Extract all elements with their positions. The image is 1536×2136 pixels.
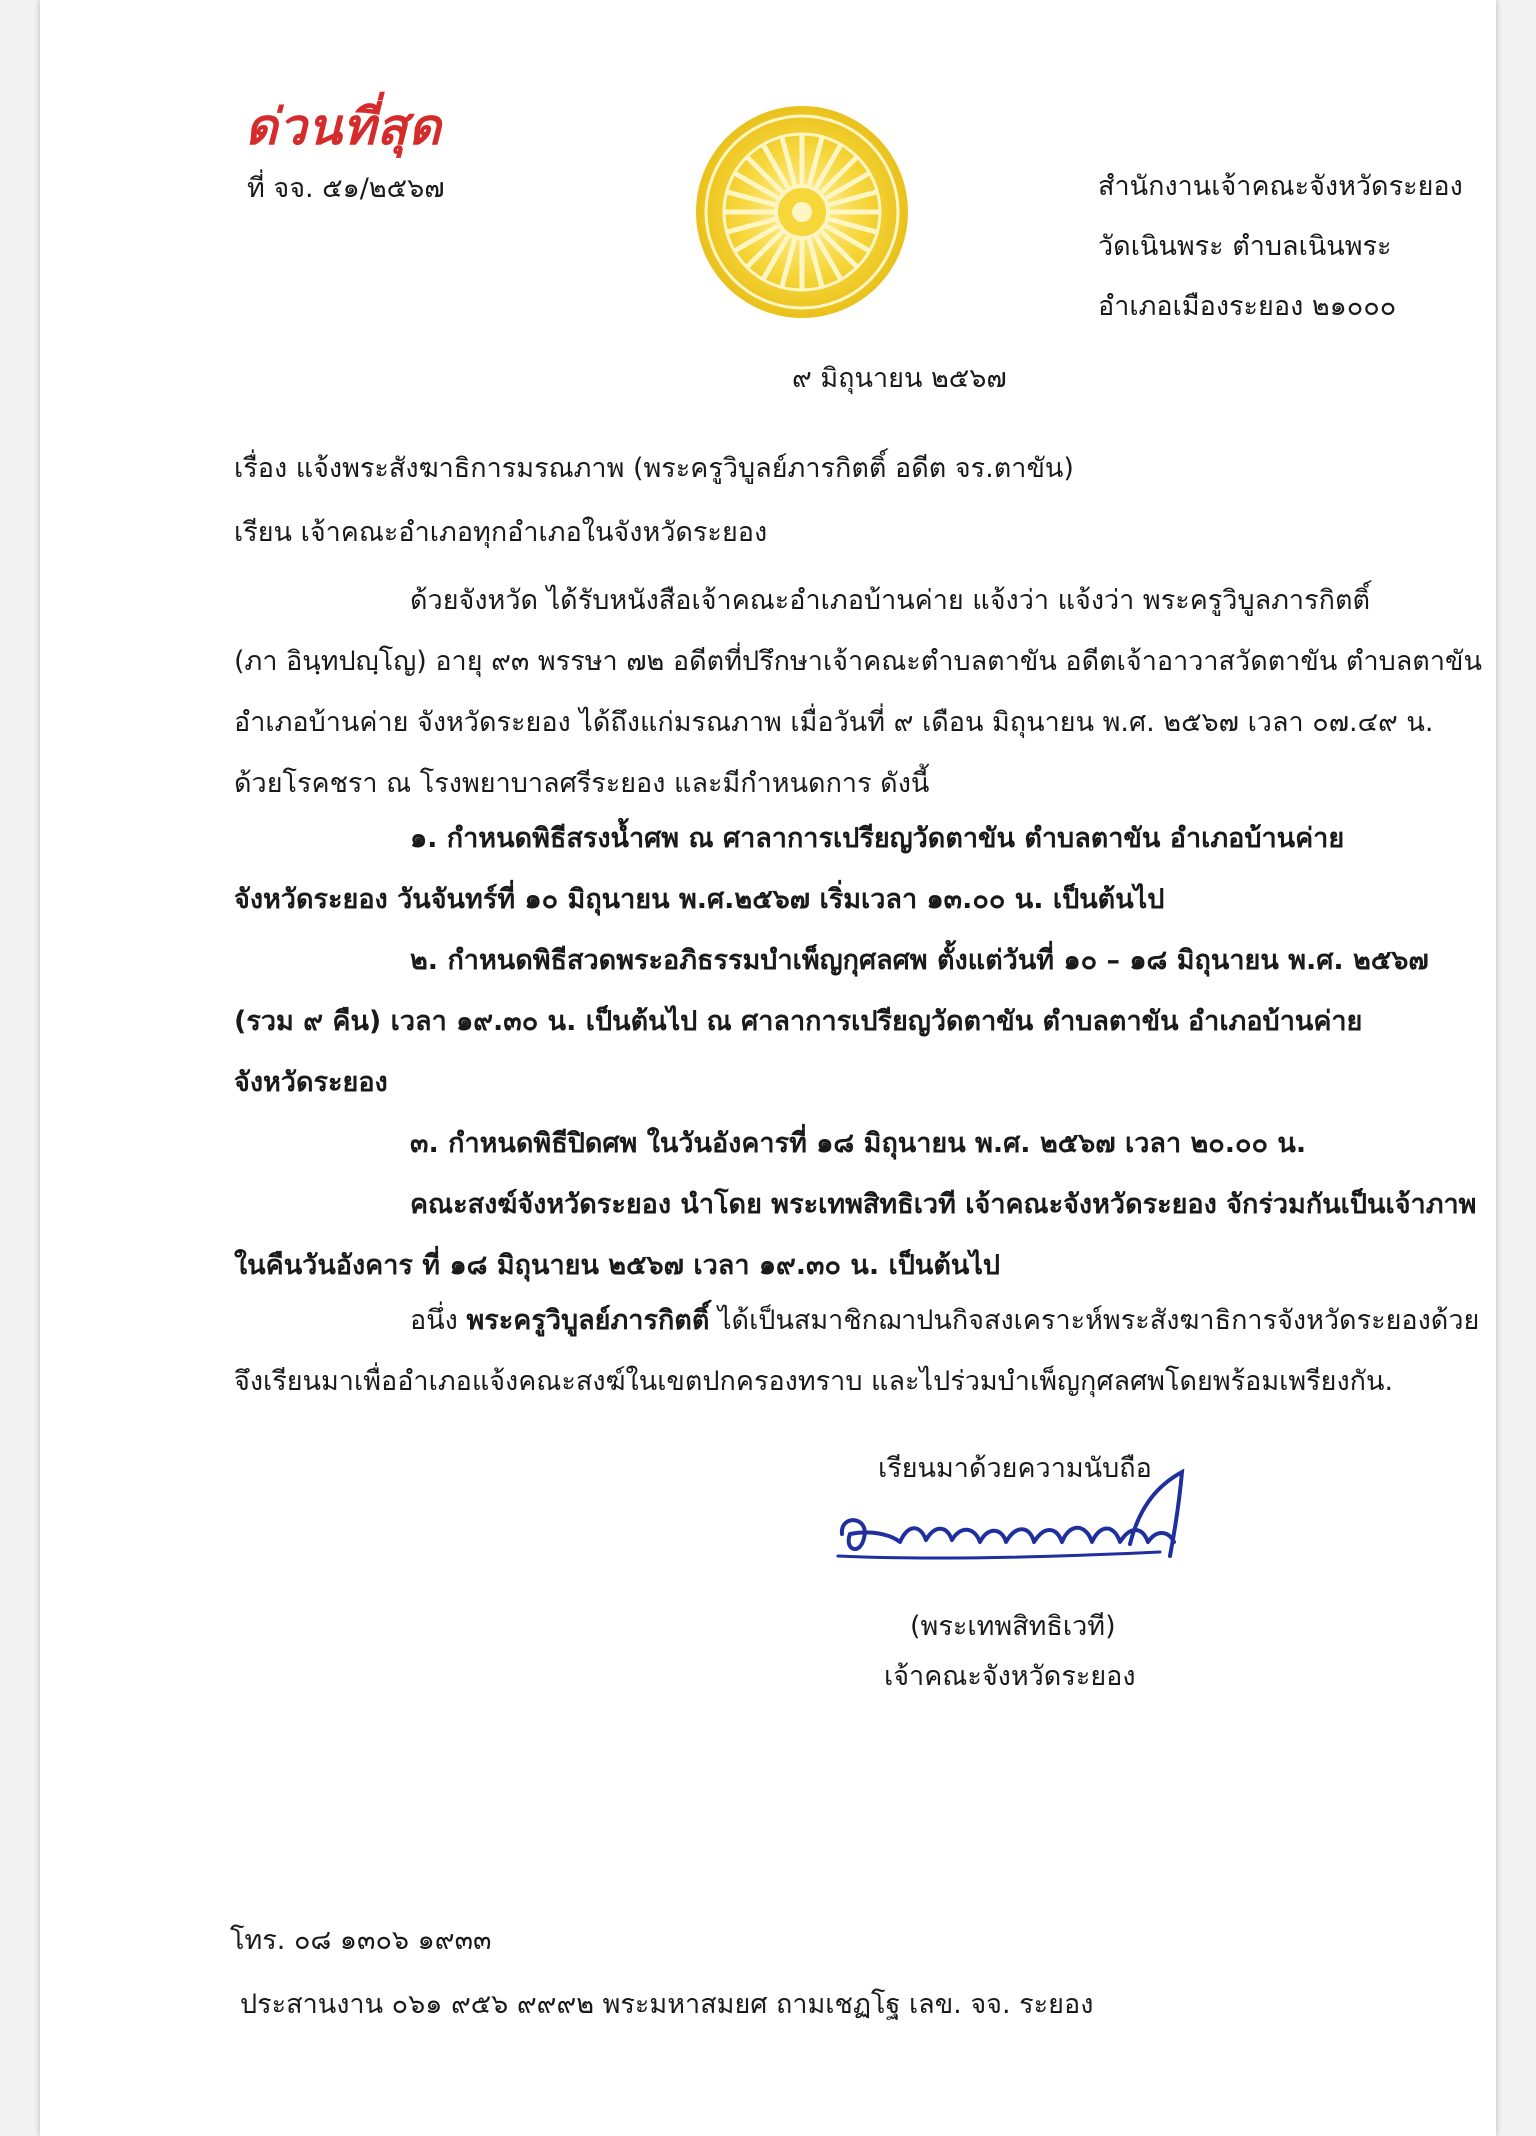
schedule-items	[234, 808, 1477, 1296]
closing-line-2: จึงเรียนมาเพื่ออำเภอแจ้งคณะสงฆ์ในเขตปกครองทราบ และไปร่วมบำเพ็ญกุศลศพโดยพร้อมเพรียงกัน.	[234, 1366, 1394, 1397]
host-line: คณะสงฆ์จังหวัดระยอง นำโดย พระเทพสิทธิเวที เจ้าคณะจังหวัดระยอง จักร่วมกันเป็นเจ้าภาพ	[410, 1189, 1477, 1220]
item-1-line: ๑. กำหนดพิธีสรงน้ำศพ ณ ศาลาการเปรียญวัดตาขัน ตำบลตาขัน อำเภอบ้านค่าย	[410, 823, 1345, 854]
item-2-line: จังหวัดระยอง	[234, 1067, 388, 1098]
handwritten-signature	[830, 1464, 1230, 1594]
intro-paragraph	[234, 570, 1482, 814]
document-number: ที่ จจ. ๕๑/๒๕๖๗	[247, 173, 445, 204]
item-1-line: จังหวัดระยอง วันจันทร์ที่ ๑๐ มิถุนายน พ.ศ.๒๕๖๗ เริ่มเวลา ๑๓.๐๐ น. เป็นต้นไป	[234, 884, 1165, 915]
item-2-line: (รวม ๙ คืน) เวลา ๑๙.๓๐ น. เป็นต้นไป ณ ศาลาการเปรียญวัดตาขัน ตำบลตาขัน อำเภอบ้านค่าย	[234, 1006, 1363, 1037]
host-line: ในคืนวันอังคาร ที่ ๑๘ มิถุนายน ๒๕๖๗ เวลา ๑๙.๓๐ น. เป็นต้นไป	[234, 1250, 1001, 1281]
dharma-wheel-emblem	[692, 102, 912, 322]
coordinator-line: ประสานงาน ๐๖๑ ๙๕๖ ๙๙๙๒ พระมหาสมยศ ถามเชฏโฐ เลข. จจ. ระยอง	[240, 1989, 1094, 2020]
telephone-line: โทร. ๐๘ ๑๓๐๖ ๑๙๓๓	[230, 1925, 492, 1956]
deceased-name: พระครูวิบูลย์ภารกิตติ์	[466, 1305, 710, 1336]
closing-lead: อนึ่ง	[410, 1305, 467, 1336]
letter-subject: เรื่อง แจ้งพระสังฆาธิการมรณภาพ (พระครูวิบูลย์ภารกิตติ์ อดีต จร.ตาขัน)	[234, 453, 1074, 484]
signatory-title: เจ้าคณะจังหวัดระยอง	[884, 1661, 1136, 1692]
closing-paragraph	[234, 1290, 1480, 1412]
intro-line: ด้วยจังหวัด ได้รับหนังสือเจ้าคณะอำเภอบ้านค่าย แจ้งว่า แจ้งว่า พระครูวิบูลภารกิตติ์	[410, 585, 1371, 616]
sender-address-line-3: อำเภอเมืองระยอง ๒๑๐๐๐	[1098, 291, 1397, 322]
letter-recipient: เรียน เจ้าคณะอำเภอทุกอำเภอในจังหวัดระยอง	[234, 517, 768, 548]
intro-line: ด้วยโรคชรา ณ โรงพยาบาลศรีระยอง และมีกำหนดการ ดังนี้	[234, 768, 930, 799]
intro-line: อำเภอบ้านค่าย จังหวัดระยอง ได้ถึงแก่มรณภาพ เมื่อวันที่ ๙ เดือน มิถุนายน พ.ศ. ๒๕๖๗ เวลา ๐๗.๔๙ น.	[234, 707, 1434, 738]
sender-address-line-2: วัดเนินพระ ตำบลเนินพระ	[1098, 231, 1392, 262]
item-3-line: ๓. กำหนดพิธีปิดศพ ในวันอังคารที่ ๑๘ มิถุนายน พ.ศ. ๒๕๖๗ เวลา ๒๐.๐๐ น.	[410, 1128, 1307, 1159]
item-2-line: ๒. กำหนดพิธีสวดพระอภิธรรมบำเพ็ญกุศลศพ ตั้งแต่วันที่ ๑๐ – ๑๘ มิถุนายน พ.ศ. ๒๕๖๗	[410, 945, 1429, 976]
letter-date: ๙ มิถุนายน ๒๕๖๗	[792, 363, 1007, 394]
closing-rest: ได้เป็นสมาชิกฌาปนกิจสงเคราะห์พระสังฆาธิการจังหวัดระยองด้วย	[709, 1305, 1480, 1336]
intro-line: (ภา อินฺทปญฺโญ) อายุ ๙๓ พรรษา ๗๒ อดีตที่ปรึกษาเจ้าคณะตำบลตาขัน อดีตเจ้าอาวาสวัดตาขัน ตำบลตาขัน	[234, 646, 1482, 677]
closing-salutation: เรียนมาด้วยความนับถือ	[878, 1453, 1152, 1484]
signatory-name: (พระเทพสิทธิเวที)	[910, 1611, 1116, 1642]
closing-line-1	[234, 1290, 1480, 1351]
urgency-stamp: ด่วนที่สุด	[245, 97, 442, 156]
sender-address-line-1: สำนักงานเจ้าคณะจังหวัดระยอง	[1098, 171, 1463, 202]
letter-page	[40, 0, 1496, 2136]
